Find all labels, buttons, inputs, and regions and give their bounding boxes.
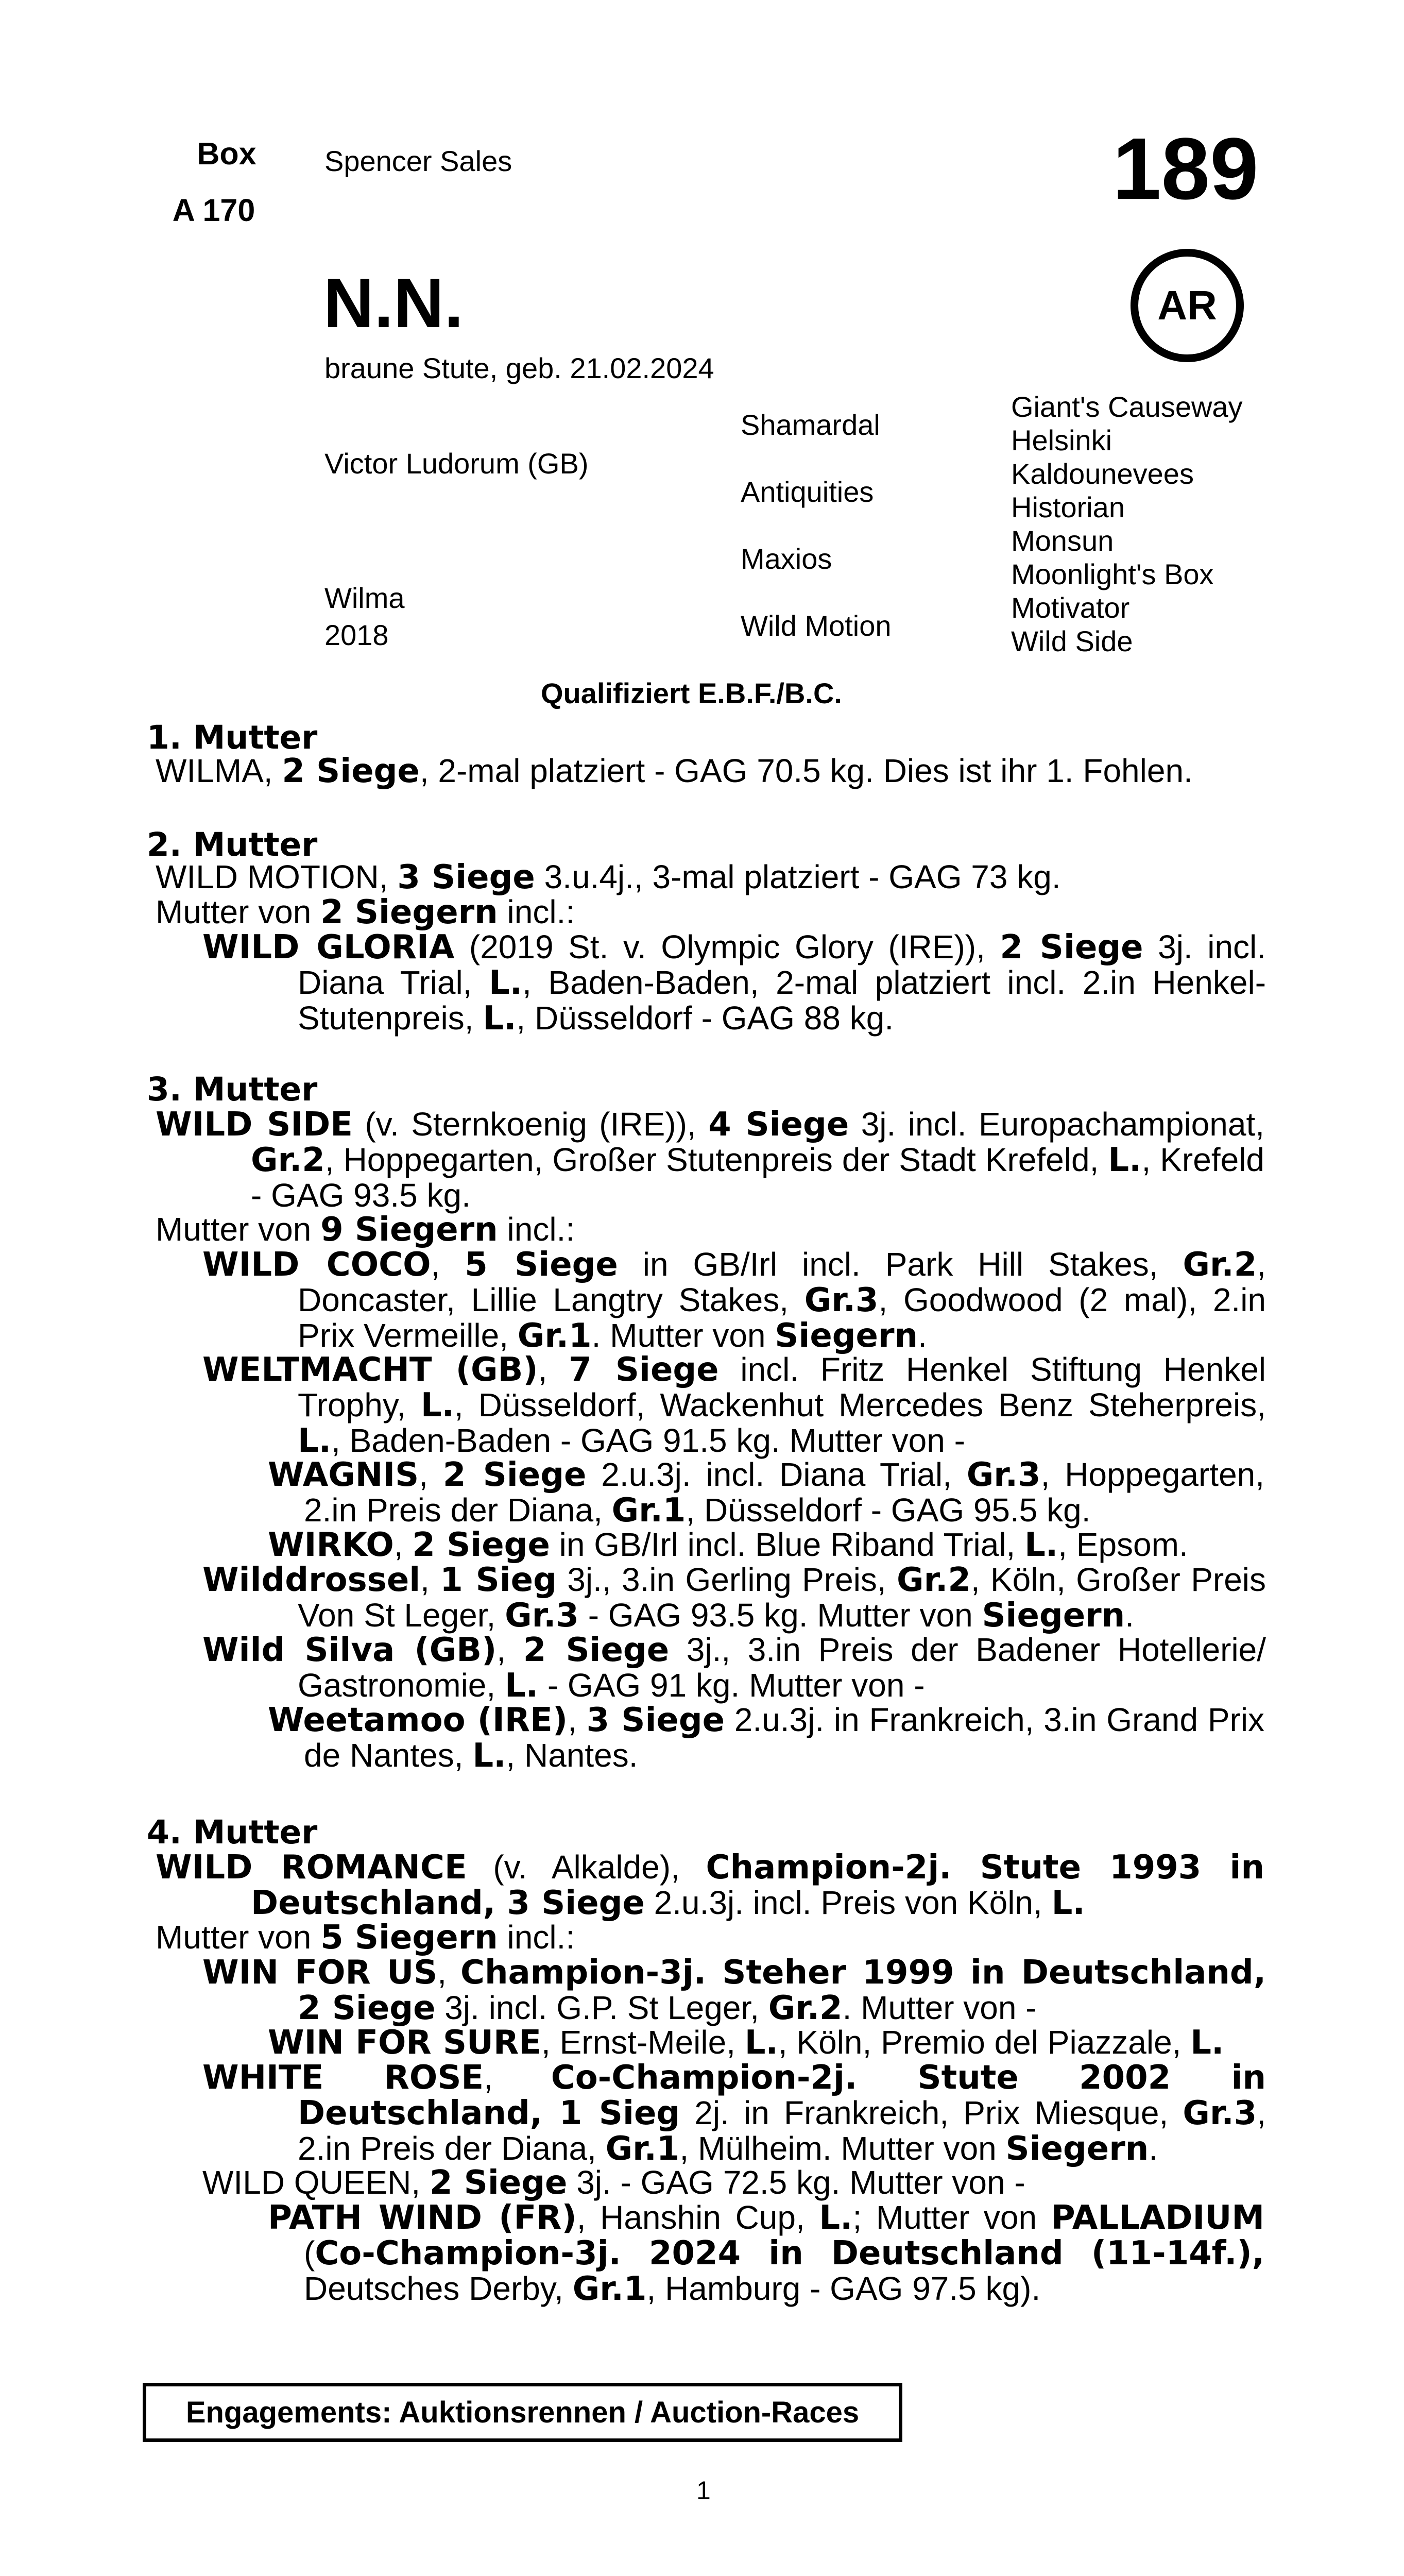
pedigree-gen3: Helsinki	[1011, 424, 1112, 456]
sales-name: Spencer Sales	[324, 145, 512, 177]
pedigree-dam-year: 2018	[324, 619, 389, 651]
ar-badge: AR	[1131, 249, 1244, 362]
engagements-box: Engagements: Auktionsrennen / Auction-Races	[143, 2383, 902, 2442]
pedigree-gen3: Moonlight's Box	[1011, 558, 1214, 590]
grand-progeny-entry: Weetamoo (IRE), 3 Siege 2.u.3j. in Frankreich, 3.in Grand Prix de Nantes, L., Nantes.	[268, 1701, 1265, 1775]
progeny-entry: WILD QUEEN, 2 Siege 3j. - GAG 72.5 kg. Mutter von -	[202, 2164, 1025, 2202]
grand-progeny-entry: PATH WIND (FR), Hanshin Cup, L.; Mutter von PALLADIUM (Co-Champion-3j. 2024 in Deutschland (11-14f.), Deutsches Derby, Gr.1, Hamburg - GAG 97.5 kg).	[268, 2199, 1264, 2308]
pedigree-gen3: Historian	[1011, 491, 1125, 523]
box-label: Box	[197, 136, 256, 171]
dam-4-produce-header: Mutter von 5 Siegern incl.:	[156, 1919, 575, 1957]
pedigree-gen3: Giant's Causeway	[1011, 391, 1243, 423]
progeny-entry: WILD GLORIA (2019 St. v. Olympic Glory (IRE)), 2 Siege 3j. incl. Diana Trial, L., Baden-Baden, 2-mal platziert incl. 2.in Henkel-Stutenpreis, L., Düsseldorf - GAG 88 kg.	[202, 928, 1266, 1038]
pedigree-gen2: Shamardal	[741, 409, 880, 441]
grand-progeny-entry: WAGNIS, 2 Siege 2.u.3j. incl. Diana Trial, Gr.3, Hoppegarten, 2.in Preis der Diana, Gr.1, Düsseldorf - GAG 95.5 kg.	[268, 1456, 1265, 1530]
page-number: 1	[696, 2476, 711, 2505]
grand-progeny-entry: WIRKO, 2 Siege in GB/Irl incl. Blue Riband Trial, L., Epsom.	[268, 1526, 1188, 1564]
dam-3-produce-header: Mutter von 9 Siegern incl.:	[156, 1211, 575, 1249]
progeny-entry: WILD COCO, 5 Siege in GB/Irl incl. Park Hill Stakes, Gr.2, Doncaster, Lillie Langtry Stakes, Gr.3, Goodwood (2 mal), 2.in Prix Vermeille, Gr.1. Mutter von Siegern.	[202, 1246, 1266, 1355]
progeny-entry: Wild Silva (GB), 2 Siege 3j., 3.in Preis der Badener Hotellerie/ Gastronomie, L. - GAG 91 kg. Mutter von -	[202, 1631, 1266, 1705]
section-title: 2. Mutter	[147, 826, 318, 863]
section-title: 1. Mutter	[147, 719, 318, 756]
dam-2-produce-header: Mutter von 2 Siegern incl.:	[156, 893, 575, 931]
pedigree-gen3: Wild Side	[1011, 625, 1133, 657]
pedigree-gen3: Motivator	[1011, 591, 1130, 624]
progeny-entry: Wilddrossel, 1 Sieg 3j., 3.in Gerling Preis, Gr.2, Köln, Großer Preis Von St Leger, Gr.3 - GAG 93.5 kg. Mutter von Siegern.	[202, 1561, 1266, 1635]
horse-name: N.N.	[323, 264, 464, 342]
grand-progeny-entry: WIN FOR SURE, Ernst-Meile, L., Köln, Premio del Piazzale, L.	[268, 2024, 1224, 2062]
lot-number: 189	[1112, 120, 1259, 218]
pedigree-gen2: Wild Motion	[741, 609, 892, 642]
pedigree-dam: Wilma	[324, 582, 405, 614]
pedigree-gen2: Maxios	[741, 543, 832, 575]
dam-3-entry: WILD SIDE (v. Sternkoenig (IRE)), 4 Siege 3j. incl. Europachampionat, Gr.2, Hoppegarten, Großer Stutenpreis der Stadt Krefeld, L., Krefeld - GAG 93.5 kg.	[156, 1106, 1265, 1214]
pedigree-gen2: Antiquities	[741, 476, 874, 508]
pedigree-gen3: Kaldounevees	[1011, 457, 1194, 490]
qualification: Qualifiziert E.B.F./B.C.	[541, 677, 842, 709]
pedigree-sire: Victor Ludorum (GB)	[324, 447, 589, 480]
box-number: A 170	[172, 193, 255, 228]
horse-description: braune Stute, geb. 21.02.2024	[324, 352, 714, 384]
dam-2-entry: WILD MOTION, 3 Siege 3.u.4j., 3-mal platziert - GAG 73 kg.	[156, 858, 1061, 896]
progeny-entry: WIN FOR US, Champion-3j. Steher 1999 in Deutschland, 2 Siege 3j. incl. G.P. St Leger, Gr.2. Mutter von -	[202, 1954, 1266, 2027]
progeny-entry: WELTMACHT (GB), 7 Siege incl. Fritz Henkel Stiftung Henkel Trophy, L., Düsseldorf, Wackenhut Mercedes Benz Steherpreis, L., Baden-Baden - GAG 91.5 kg. Mutter von -	[202, 1351, 1266, 1460]
pedigree-gen3: Monsun	[1011, 524, 1114, 557]
section-title: 3. Mutter	[147, 1071, 318, 1108]
dam-4-entry: WILD ROMANCE (v. Alkalde), Champion-2j. Stute 1993 in Deutschland, 3 Siege 2.u.3j. incl. Preis von Köln, L.	[156, 1849, 1264, 1922]
section-title: 4. Mutter	[147, 1814, 318, 1851]
dam-1-entry: WILMA, 2 Siege, 2-mal platziert - GAG 70.5 kg. Dies ist ihr 1. Fohlen.	[156, 752, 1193, 790]
progeny-entry: WHITE ROSE, Co-Champion-2j. Stute 2002 in Deutschland, 1 Sieg 2j. in Frankreich, Prix Miesque, Gr.3, 2.in Preis der Diana, Gr.1, Mülheim. Mutter von Siegern.	[202, 2059, 1266, 2168]
